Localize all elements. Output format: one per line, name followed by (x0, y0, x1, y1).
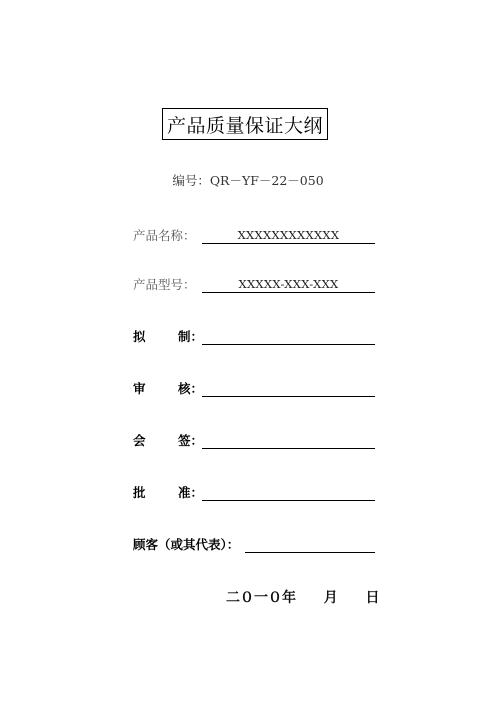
reviewed-row (133, 379, 378, 399)
date-month: 月 (323, 590, 338, 606)
reviewed-label: 审 核： (133, 381, 203, 396)
approved-label: 批 准： (133, 485, 203, 500)
customer-row (133, 535, 378, 555)
drafted-row (133, 327, 378, 347)
date-year: 二０一０年 (226, 590, 296, 606)
product-model-label: 产品型号： (133, 277, 196, 292)
date-day: 日 (365, 590, 380, 606)
approved-signature-line[interactable] (202, 483, 375, 501)
drafted-label: 拟 制： (133, 329, 203, 344)
countersigned-signature-line[interactable] (202, 431, 375, 449)
countersigned-label: 会 签： (133, 433, 203, 448)
document-title: 产品质量保证大纲 (162, 108, 328, 140)
customer-signature-line[interactable] (245, 535, 375, 553)
product-model-field[interactable]: XXXXX-XXX-XXX (202, 275, 375, 293)
product-model-row (133, 275, 378, 295)
drafted-signature-line[interactable] (202, 327, 375, 345)
product-name-field[interactable]: XXXXXXXXXXXX (202, 226, 375, 244)
product-name-label: 产品名称： (133, 228, 196, 243)
customer-label: 顾客（或其代表）： (133, 537, 240, 552)
date-line (226, 587, 380, 607)
countersigned-row (133, 431, 378, 451)
document-number: 编号：QR－YF－22－050 (172, 173, 324, 188)
reviewed-signature-line[interactable] (202, 379, 375, 397)
product-name-row (133, 226, 378, 246)
approved-row (133, 483, 378, 503)
